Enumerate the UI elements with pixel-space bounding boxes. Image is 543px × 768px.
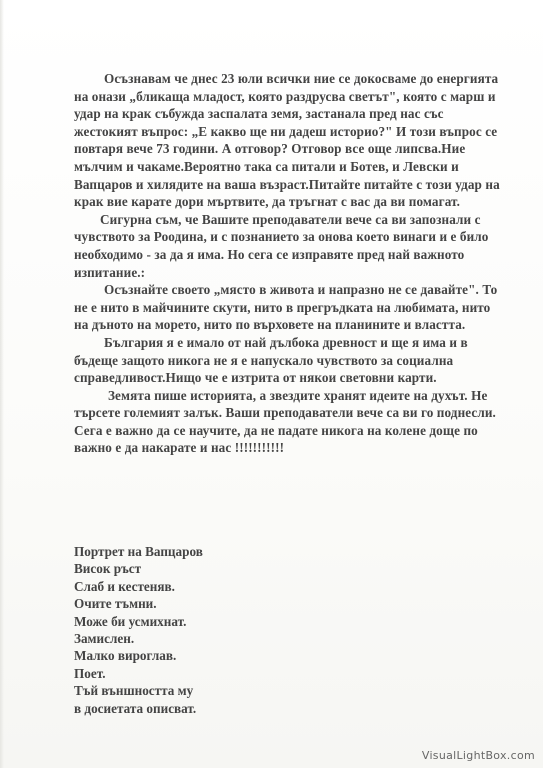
scan-edge-shadow	[0, 0, 4, 768]
poem-title: Портрет на Вапцаров	[74, 544, 203, 559]
paragraph-2: Сигурна съм, че Вашите преподаватели вече са ви запознали с чувството за Роодина, и с познанието за онова което винаги и е било необходимо - за да я има. Но сега се изправяте пред най важното изпитание.:	[74, 211, 489, 280]
watermark-text: VisualLightBox.com	[421, 749, 535, 762]
paragraph-3: Осъзнайте своето „място в живота и напразно не се давайте". То не е нито в майчините скути, нито в прегръдката на любимата, нито на дъното на морето, нито по върховете на планините и властта.	[74, 282, 498, 333]
poem-portrait-vaptsarov	[74, 543, 374, 717]
poem-line: Малко вироглав.	[74, 648, 177, 664]
poem-line: Висок ръст	[74, 561, 142, 577]
poem-line: в досиетата описват.	[74, 700, 197, 716]
poem-line: Тъй външността му	[74, 683, 194, 699]
document-body	[74, 70, 504, 457]
poem-line: Слаб и кестеняв.	[74, 578, 175, 594]
poem-line: Очите тъмни.	[74, 596, 157, 612]
paragraph-5: Земята пише историята, а звездите хранят идеите на духът. Не търсете големият залък. Ваши преподаватели вече са ви го поднесли. Сега е важно да се научите, да не падате никога на колене доще по важно е да накарате и нас !!!!!!!!!!!	[74, 387, 496, 456]
poem-line: Поет.	[74, 665, 106, 681]
paragraph-4: България я е имало от най дълбока древност и ще я има и в бъдеще защото никога не я е напускало чувството за социална справедливост.Нищо че е изтрита от някои световни карти.	[74, 334, 468, 386]
poem-line: Замислен.	[74, 631, 135, 647]
paragraph-1: Осъзнавам че днес 23 юли всички ние се докосваме до енергията на онази „бликаща младост, която раздрусва светът", която с марш и удар на крак събужда заспалата земя, застанала пред нас със жестокият въпрос: „Е какво ще ни дадеш историо?" И този въпрос се повтаря вече 73 години. А отговор? Отговор все още липсва.Ние мълчим и чакаме.Вероятно така са питали и Ботев, и Левски и Вапцаров и хилядите на ваша възраст.Питайте питайте с този удар на крак вие карате дори мъртвите, да тръгнат с вас да ви помагат.	[74, 71, 500, 210]
poem-line: Може би усмихнат.	[74, 613, 187, 629]
